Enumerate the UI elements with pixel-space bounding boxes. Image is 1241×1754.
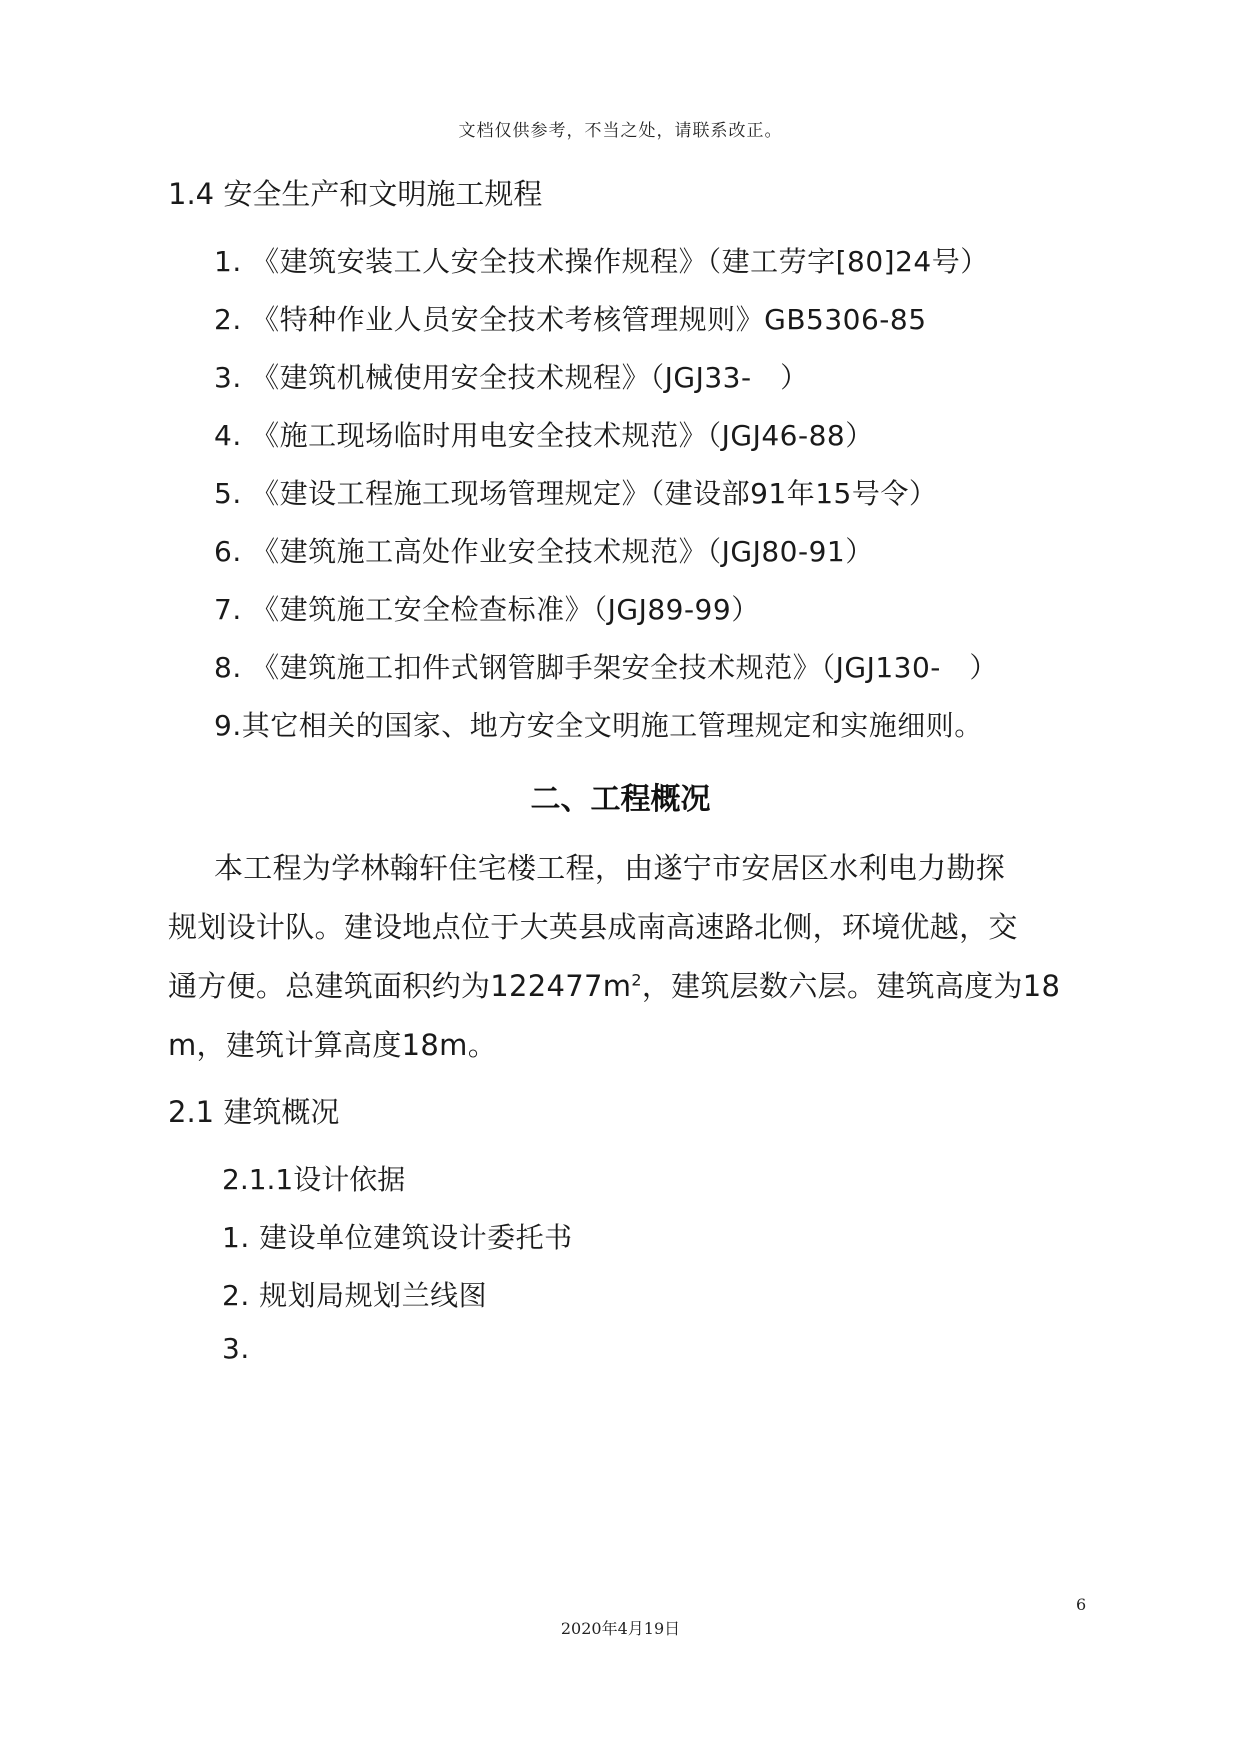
section-2-title: 二、工程概况 bbox=[530, 782, 711, 817]
list-item: 3. bbox=[222, 1332, 250, 1365]
list-item: 1. 建设单位建筑设计委托书 bbox=[222, 1221, 573, 1254]
list-item: 5. 《建设工程施工现场管理规定》（建设部91年15号令） bbox=[214, 477, 938, 510]
list-item: 4. 《施工现场临时用电安全技术规范》（JGJ46-88） bbox=[214, 419, 874, 452]
list-item: 3. 《建筑机械使用安全技术规程》（JGJ33- ） bbox=[214, 361, 809, 394]
page-number: 6 bbox=[1076, 1595, 1087, 1614]
list-item: 9.其它相关的国家、地方安全文明施工管理规定和实施细则。 bbox=[214, 709, 983, 742]
list-item: 2. 规划局规划兰线图 bbox=[222, 1279, 488, 1312]
paragraph-line: 本工程为学林翰轩住宅楼工程，由遂宁市安居区水利电力勘探 bbox=[214, 851, 1006, 885]
paragraph-line bbox=[168, 964, 1060, 1005]
list-item: 1. 《建筑安装工人安全技术操作规程》（建工劳字[80]24号） bbox=[214, 245, 989, 278]
paragraph-line: m，建筑计算高度18m。 bbox=[168, 1028, 498, 1062]
section-1-4-heading: 1.4 安全生产和文明施工规程 bbox=[168, 177, 543, 211]
section-2-1-1-subheading: 2.1.1设计依据 bbox=[222, 1163, 406, 1196]
paragraph-line-text: 通方便。总建筑面积约为122477m bbox=[168, 969, 632, 1003]
header-note: 文档仅供参考，不当之处，请联系改正。 bbox=[458, 121, 783, 141]
list-item: 8. 《建筑施工扣件式钢管脚手架安全技术规范》（JGJ130- ） bbox=[214, 651, 998, 684]
footer-date: 2020年4月19日 bbox=[560, 1619, 681, 1638]
paragraph-line-text: ，建筑层数六层。建筑高度为18 bbox=[641, 969, 1061, 1003]
list-item: 6. 《建筑施工高处作业安全技术规范》（JGJ80-91） bbox=[214, 535, 874, 568]
list-item: 2. 《特种作业人员安全技术考核管理规则》GB5306-85 bbox=[214, 303, 927, 336]
section-2-1-heading: 2.1 建筑概况 bbox=[168, 1095, 340, 1129]
paragraph-line: 规划设计队。建设地点位于大英县成南高速路北侧，环境优越，交 bbox=[168, 910, 1018, 944]
list-item: 7. 《建筑施工安全检查标准》（JGJ89-99） bbox=[214, 593, 760, 626]
area-unit-superscript: 2 bbox=[631, 970, 642, 990]
